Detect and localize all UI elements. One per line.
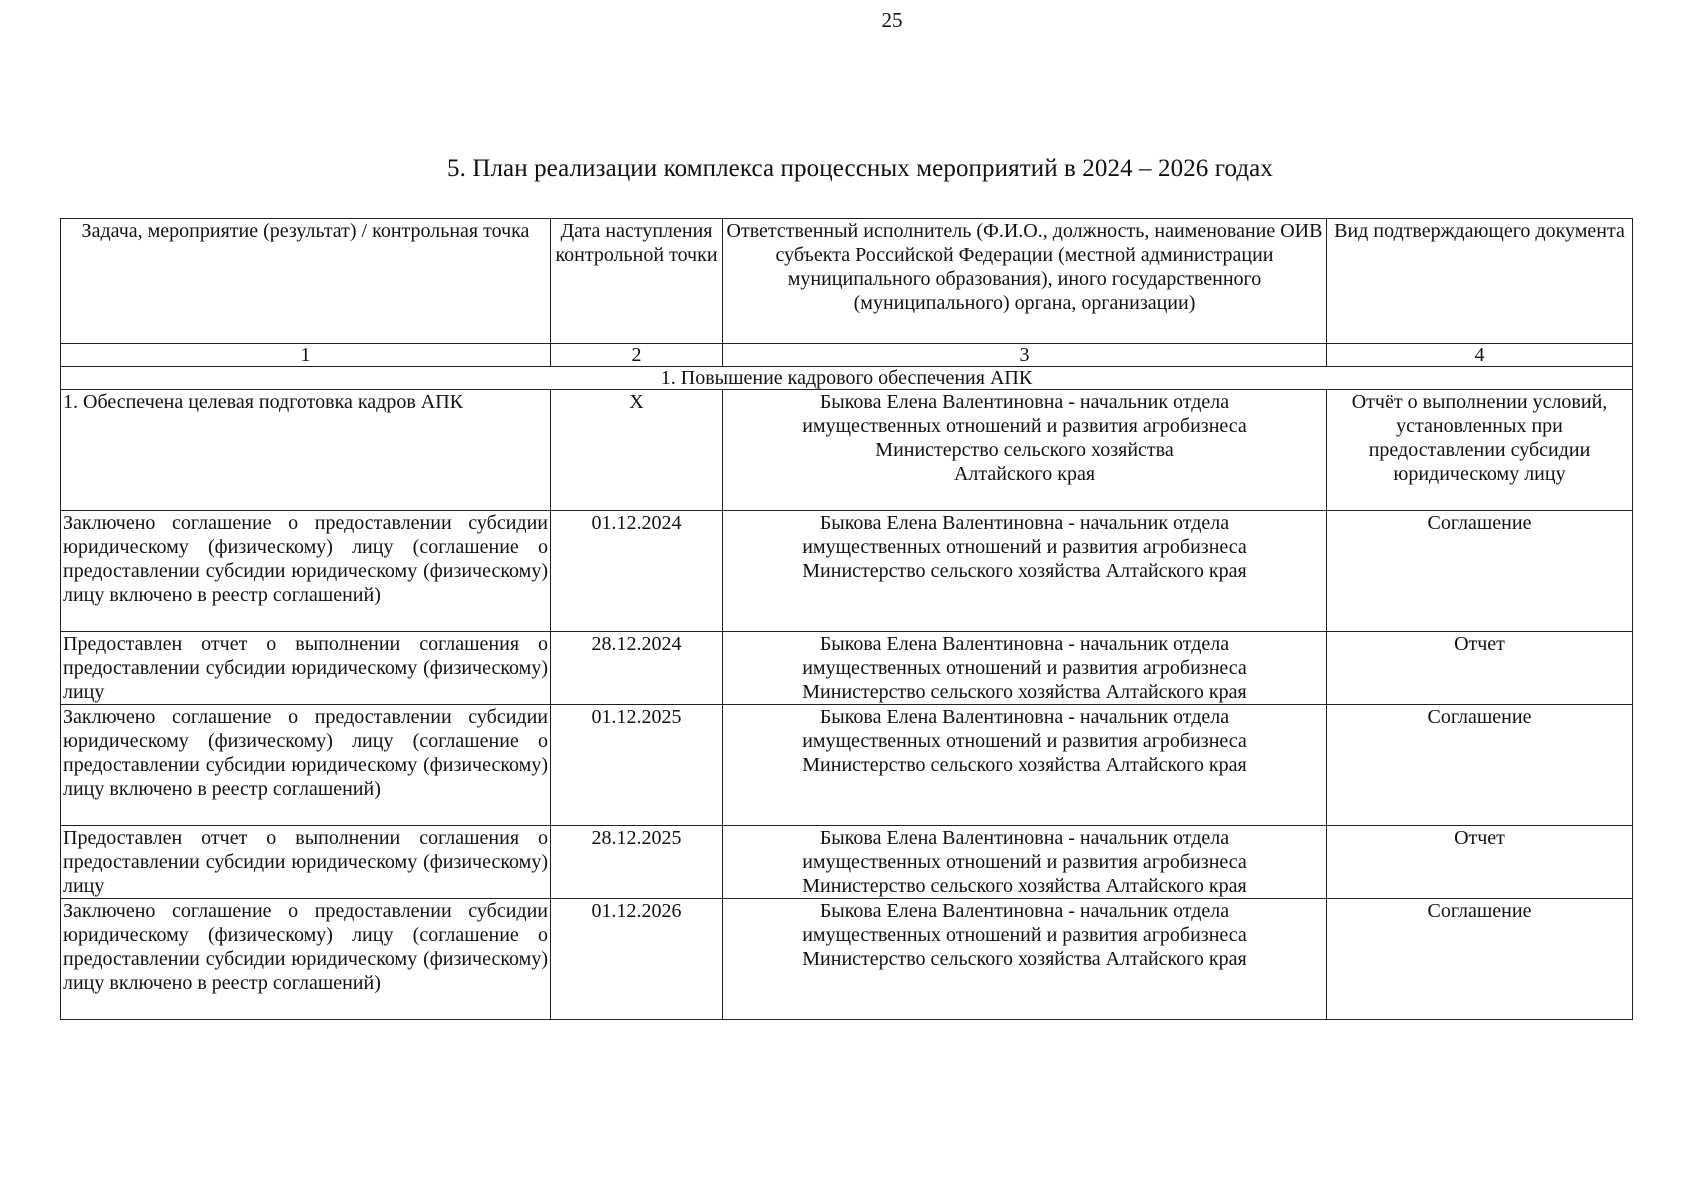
header-task: Задача, мероприятие (результат) / контрольная точка xyxy=(61,219,551,344)
header-executor: Ответственный исполнитель (Ф.И.О., должность, наименование ОИВ субъекта Российской Федерации (местной администрации муниципального образования), иного государственного (муниципального) органа, организации) xyxy=(723,219,1327,344)
header-date: Дата наступления контрольной точки xyxy=(551,219,723,344)
task-cell: Заключено соглашение о предоставлении субсидии юридическому (физическому) лицу (соглашение о предоставлении субсидии юридическому (физическому) лицу включено в реестр соглашений) xyxy=(61,705,551,826)
document-cell: Соглашение xyxy=(1327,705,1633,826)
section-title: 1. Повышение кадрового обеспечения АПК xyxy=(61,367,1633,390)
date-cell: 28.12.2025 xyxy=(551,826,723,899)
page-number: 25 xyxy=(881,8,903,32)
task-cell: Заключено соглашение о предоставлении субсидии юридическому (физическому) лицу (соглашение о предоставлении субсидии юридическому (физическому) лицу включено в реестр соглашений) xyxy=(61,511,551,632)
date-cell: 01.12.2024 xyxy=(551,511,723,632)
document-cell: Отчет xyxy=(1327,632,1633,705)
section-row xyxy=(61,367,1633,390)
executor-cell: Быкова Елена Валентиновна - начальник отдела имущественных отношений и развития агробизнеса Министерство сельского хозяйства Алтайского края xyxy=(723,511,1327,632)
task-cell: Заключено соглашение о предоставлении субсидии юридическому (физическому) лицу (соглашение о предоставлении субсидии юридическому (физическому) лицу включено в реестр соглашений) xyxy=(61,899,551,1020)
executor-cell: Быкова Елена Валентиновна - начальник отдела имущественных отношений и развития агробизнеса Министерство сельского хозяйства Алтайского края xyxy=(723,705,1327,826)
task-cell: Предоставлен отчет о выполнении соглашения о предоставлении субсидии юридическому (физическому) лицу xyxy=(61,826,551,899)
table-row xyxy=(61,632,1633,705)
task-cell: Предоставлен отчет о выполнении соглашения о предоставлении субсидии юридическому (физическому) лицу xyxy=(61,632,551,705)
executor-cell: Быкова Елена Валентиновна - начальник отдела имущественных отношений и развития агробизнеса Министерство сельского хозяйства Алтайского края xyxy=(723,826,1327,899)
column-number: 3 xyxy=(723,344,1327,367)
table-row xyxy=(61,899,1633,1020)
column-number-row xyxy=(61,344,1633,367)
document-cell: Отчёт о выполнении условий, установленных при предоставлении субсидии юридическому лицу xyxy=(1327,390,1633,511)
date-cell: X xyxy=(551,390,723,511)
column-number: 1 xyxy=(61,344,551,367)
date-cell: 28.12.2024 xyxy=(551,632,723,705)
table-row xyxy=(61,705,1633,826)
column-number: 4 xyxy=(1327,344,1633,367)
table-row xyxy=(61,826,1633,899)
table-header-row xyxy=(61,219,1633,344)
plan-table xyxy=(60,218,1633,1020)
document-cell: Отчет xyxy=(1327,826,1633,899)
document-cell: Соглашение xyxy=(1327,511,1633,632)
executor-cell: Быкова Елена Валентиновна - начальник отдела имущественных отношений и развития агробизнеса Министерство сельского хозяйства Алтайского края xyxy=(723,899,1327,1020)
date-cell: 01.12.2026 xyxy=(551,899,723,1020)
table-row xyxy=(61,511,1633,632)
table-row xyxy=(61,390,1633,511)
document-cell: Соглашение xyxy=(1327,899,1633,1020)
column-number: 2 xyxy=(551,344,723,367)
header-document: Вид подтверждающего документа xyxy=(1327,219,1633,344)
date-cell: 01.12.2025 xyxy=(551,705,723,826)
page-title: 5. План реализации комплекса процессных мероприятий в 2024 – 2026 годах xyxy=(447,155,1273,182)
executor-cell: Быкова Елена Валентиновна - начальник отдела имущественных отношений и развития агробизнеса Министерство сельского хозяйства Алтайского края xyxy=(723,632,1327,705)
task-cell: 1. Обеспечена целевая подготовка кадров АПК xyxy=(61,390,551,511)
executor-cell: Быкова Елена Валентиновна - начальник отдела имущественных отношений и развития агробизнеса Министерство сельского хозяйства Алтайского края xyxy=(723,390,1327,511)
